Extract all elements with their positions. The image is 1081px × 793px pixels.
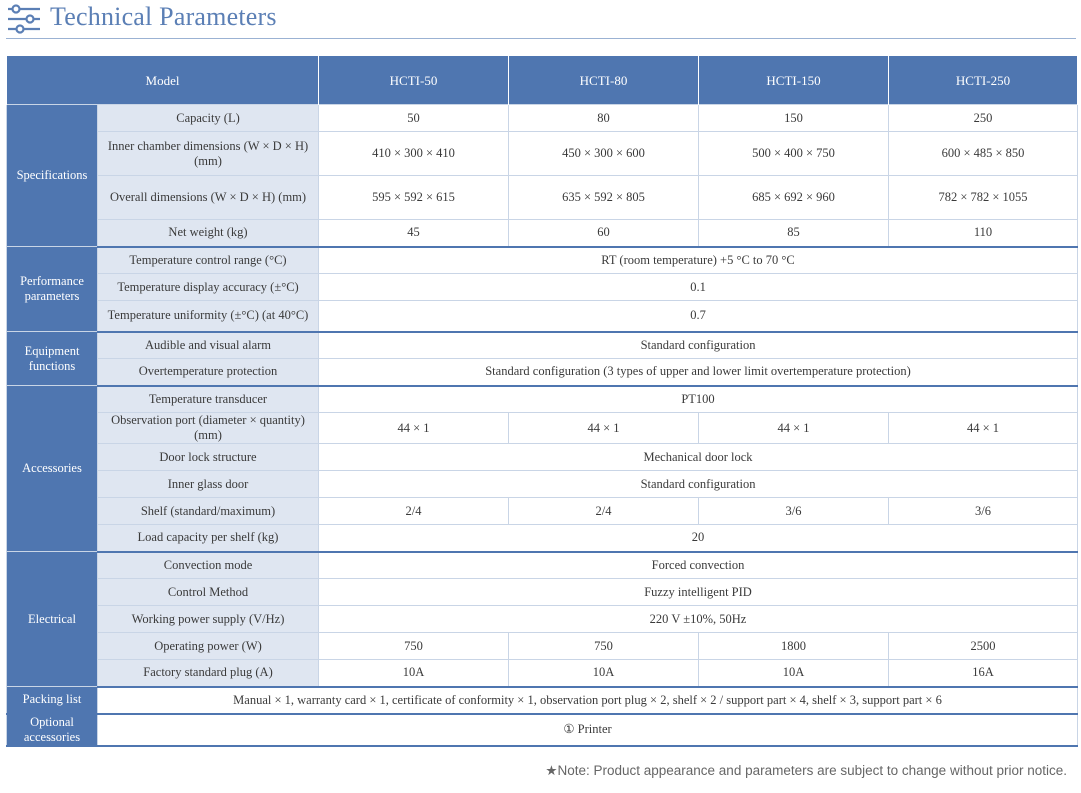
value-cell: 410 × 300 × 410 xyxy=(319,132,509,176)
param-label: Temperature display accuracy (±°C) xyxy=(98,274,319,301)
param-label: Operating power (W) xyxy=(98,633,319,660)
value-cell: 750 xyxy=(319,633,509,660)
param-label: Working power supply (V/Hz) xyxy=(98,606,319,633)
table-row xyxy=(7,660,1078,687)
table-row xyxy=(7,220,1078,247)
table-row xyxy=(7,714,1078,746)
technical-parameters-table xyxy=(6,55,1078,747)
category-optional: Optional accessories xyxy=(7,714,98,746)
value-cell: 44 × 1 xyxy=(699,413,889,444)
param-label: Capacity (L) xyxy=(98,105,319,132)
category-packing: Packing list xyxy=(7,687,98,714)
table-row xyxy=(7,274,1078,301)
value-cell: 150 xyxy=(699,105,889,132)
value-cell: 595 × 592 × 615 xyxy=(319,176,509,220)
value-cell: Forced convection xyxy=(319,552,1078,579)
value-cell: 16A xyxy=(889,660,1078,687)
table-row xyxy=(7,606,1078,633)
value-cell: 50 xyxy=(319,105,509,132)
value-cell: Mechanical door lock xyxy=(319,444,1078,471)
table-row xyxy=(7,413,1078,444)
category-accessories: Accessories xyxy=(7,386,98,552)
value-cell: 220 V ±10%, 50Hz xyxy=(319,606,1078,633)
value-cell: 500 × 400 × 750 xyxy=(699,132,889,176)
table-row xyxy=(7,687,1078,714)
value-cell: Standard configuration xyxy=(319,471,1078,498)
value-cell: Fuzzy intelligent PID xyxy=(319,579,1078,606)
value-cell: 2/4 xyxy=(319,498,509,525)
value-cell: 600 × 485 × 850 xyxy=(889,132,1078,176)
value-cell: RT (room temperature) +5 °C to 70 °C xyxy=(319,247,1078,274)
param-label: Inner chamber dimensions (W × D × H) (mm) xyxy=(98,132,319,176)
table-row xyxy=(7,552,1078,579)
value-cell: 685 × 692 × 960 xyxy=(699,176,889,220)
model-column-header: HCTI-50 xyxy=(319,56,509,105)
category-equipment: Equipment functions xyxy=(7,332,98,386)
category-performance: Performance parameters xyxy=(7,247,98,332)
value-cell: 250 xyxy=(889,105,1078,132)
table-row xyxy=(7,132,1078,176)
value-cell: 10A xyxy=(509,660,699,687)
param-label: Audible and visual alarm xyxy=(98,332,319,359)
value-cell: Standard configuration (3 types of upper and lower limit overtemperature protection) xyxy=(319,359,1078,386)
param-label: Temperature transducer xyxy=(98,386,319,413)
title-divider xyxy=(6,38,1076,39)
value-cell: 20 xyxy=(319,525,1078,552)
value-cell: 0.1 xyxy=(319,274,1078,301)
value-cell: 2/4 xyxy=(509,498,699,525)
param-label: Door lock structure xyxy=(98,444,319,471)
param-label: Temperature uniformity (±°C) (at 40°C) xyxy=(98,301,319,332)
model-column-header: HCTI-150 xyxy=(699,56,889,105)
page-header xyxy=(6,0,1076,40)
value-cell: Standard configuration xyxy=(319,332,1078,359)
page-title: Technical Parameters xyxy=(50,2,277,31)
table-row xyxy=(7,386,1078,413)
table-row xyxy=(7,498,1078,525)
table-row xyxy=(7,444,1078,471)
value-cell: 85 xyxy=(699,220,889,247)
table-row xyxy=(7,633,1078,660)
param-label: Temperature control range (°C) xyxy=(98,247,319,274)
table-row xyxy=(7,105,1078,132)
param-label: Load capacity per shelf (kg) xyxy=(98,525,319,552)
table-row xyxy=(7,579,1078,606)
value-cell: 60 xyxy=(509,220,699,247)
value-cell: 110 xyxy=(889,220,1078,247)
value-cell: 635 × 592 × 805 xyxy=(509,176,699,220)
value-cell: 750 xyxy=(509,633,699,660)
value-cell: 10A xyxy=(319,660,509,687)
table-row xyxy=(7,525,1078,552)
model-column-header: HCTI-80 xyxy=(509,56,699,105)
value-cell: Manual × 1, warranty card × 1, certificate of conformity × 1, observation port plug × 2, shelf × 2 / support part × 4, shelf × 3, support part × 6 xyxy=(98,687,1078,714)
param-label: Factory standard plug (A) xyxy=(98,660,319,687)
param-label: Observation port (diameter × quantity) (mm) xyxy=(98,413,319,444)
model-header: Model xyxy=(7,56,319,105)
value-cell: PT100 xyxy=(319,386,1078,413)
value-cell: 1800 xyxy=(699,633,889,660)
param-label: Convection mode xyxy=(98,552,319,579)
value-cell: 45 xyxy=(319,220,509,247)
value-cell: 0.7 xyxy=(319,301,1078,332)
table-row xyxy=(7,301,1078,332)
footnote: ★Note: Product appearance and parameters are subject to change without prior notice. xyxy=(545,763,1067,778)
value-cell: 3/6 xyxy=(889,498,1078,525)
param-label: Shelf (standard/maximum) xyxy=(98,498,319,525)
value-cell: 44 × 1 xyxy=(889,413,1078,444)
param-label: Inner glass door xyxy=(98,471,319,498)
value-cell: 2500 xyxy=(889,633,1078,660)
value-cell: 450 × 300 × 600 xyxy=(509,132,699,176)
value-cell: 80 xyxy=(509,105,699,132)
param-label: Overall dimensions (W × D × H) (mm) xyxy=(98,176,319,220)
param-label: Control Method xyxy=(98,579,319,606)
param-label: Overtemperature protection xyxy=(98,359,319,386)
table-row xyxy=(7,332,1078,359)
table-row xyxy=(7,247,1078,274)
category-electrical: Electrical xyxy=(7,552,98,687)
table-row xyxy=(7,359,1078,386)
value-cell: ① Printer xyxy=(98,714,1078,746)
model-column-header: HCTI-250 xyxy=(889,56,1078,105)
value-cell: 10A xyxy=(699,660,889,687)
value-cell: 44 × 1 xyxy=(319,413,509,444)
value-cell: 782 × 782 × 1055 xyxy=(889,176,1078,220)
table-row xyxy=(7,471,1078,498)
value-cell: 3/6 xyxy=(699,498,889,525)
category-specifications: Specifications xyxy=(7,105,98,247)
value-cell: 44 × 1 xyxy=(509,413,699,444)
param-label: Net weight (kg) xyxy=(98,220,319,247)
table-row xyxy=(7,176,1078,220)
table-header-row xyxy=(7,56,1078,105)
sliders-icon xyxy=(6,4,42,34)
